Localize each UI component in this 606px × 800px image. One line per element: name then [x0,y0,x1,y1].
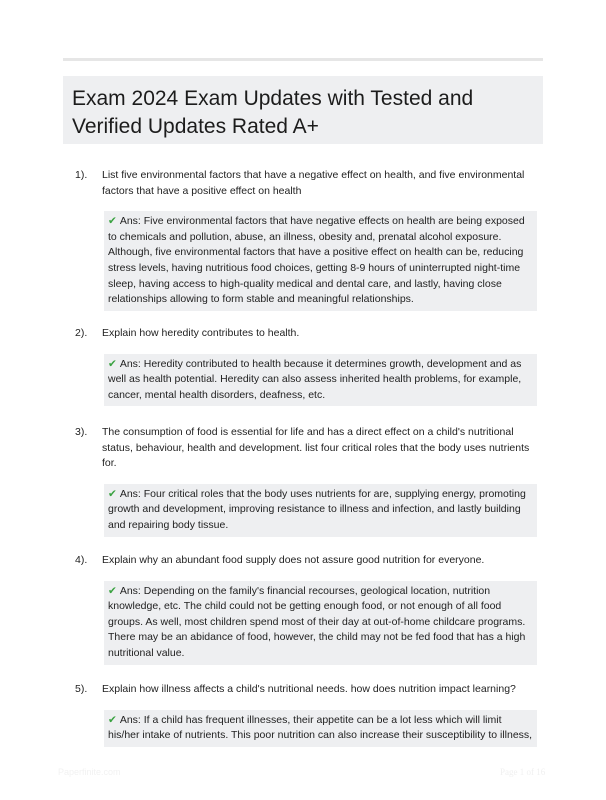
answer-box [104,211,537,311]
answer-text: Ans: Heredity contributed to health because it determines growth, development and as well as health potential. Heredity can also assess inherited health problems, for example, cancer, mental health disorders, deafness, etc. [108,357,522,401]
check-icon: ✔ [108,584,117,597]
answer-text: Ans: If a child has frequent illnesses, their appetite can be a lot less which will limit his/her intake of nutrients. This poor nutrition can also increase their susceptibility to illness, [108,713,533,742]
question-number: 1). [75,169,88,181]
question-text: Explain how illness affects a child's nutritional needs. how does nutrition impact learning? [102,683,516,695]
document-title: Exam 2024 Exam Updates with Tested and Verified Updates Rated A+ [72,87,474,138]
answer-text: Ans: Five environmental factors that have negative effects on health are being exposed to chemicals and pollution, abuse, an illness, obesity and, prenatal alcohol exposure. Although, five environmental factors that have a positive effect on health can be, reducing stress levels, having nutritious food choices, getting 8-9 hours of uninterrupted night-time sleep, having access to high-quality medical and dental care, and lastly, having close relationships allowing to form stable and meaningful relationships. [108,215,525,306]
check-icon: ✔ [108,487,117,500]
question-text: The consumption of food is essential for life and has a direct effect on a child's nutritional status, behaviour, health and development. list four critical roles that the body uses nutrients for. [102,426,530,470]
question-text: Explain why an abundant food supply does not assure good nutrition for everyone. [102,554,485,566]
question-text: List five environmental factors that have a negative effect on health, and five environmental factors that have a positive effect on health [102,169,525,197]
question-item-3 [75,425,537,537]
answer-box [104,710,537,747]
footer-site-watermark: Paperfinite.com [58,767,121,777]
check-icon: ✔ [108,215,117,228]
check-icon: ✔ [108,713,117,726]
answer-text: Ans: Depending on the family's financial recourses, geological location, nutrition knowledge, etc. The child could not be getting enough food, or not enough of all food groups. As well, most children spend most of their day at out-of-home childcare programs. There may be an abidance of food, however, the child may not be fed food that has a high nutritional value. [108,584,526,659]
answer-text: Ans: Four critical roles that the body uses nutrients for are, supplying energy, promoting growth and development, improving resistance to illness and infection, and lastly building and repairing body tissue. [108,487,526,531]
question-number: 2). [75,327,88,339]
question-item-4 [75,553,537,665]
answer-box [104,484,537,537]
question-item-1 [75,168,537,311]
question-text: Explain how heredity contributes to health. [102,327,300,339]
answer-box [104,581,537,665]
question-number: 3). [75,426,88,438]
top-divider [63,58,543,61]
question-number: 4). [75,554,88,566]
title-banner [63,76,543,144]
question-item-5 [75,682,537,747]
footer-page-number: Page 1 of 16 [500,767,546,777]
answer-box [104,354,537,407]
check-icon: ✔ [108,357,117,370]
question-number: 5). [75,683,88,695]
question-item-2 [75,326,537,406]
